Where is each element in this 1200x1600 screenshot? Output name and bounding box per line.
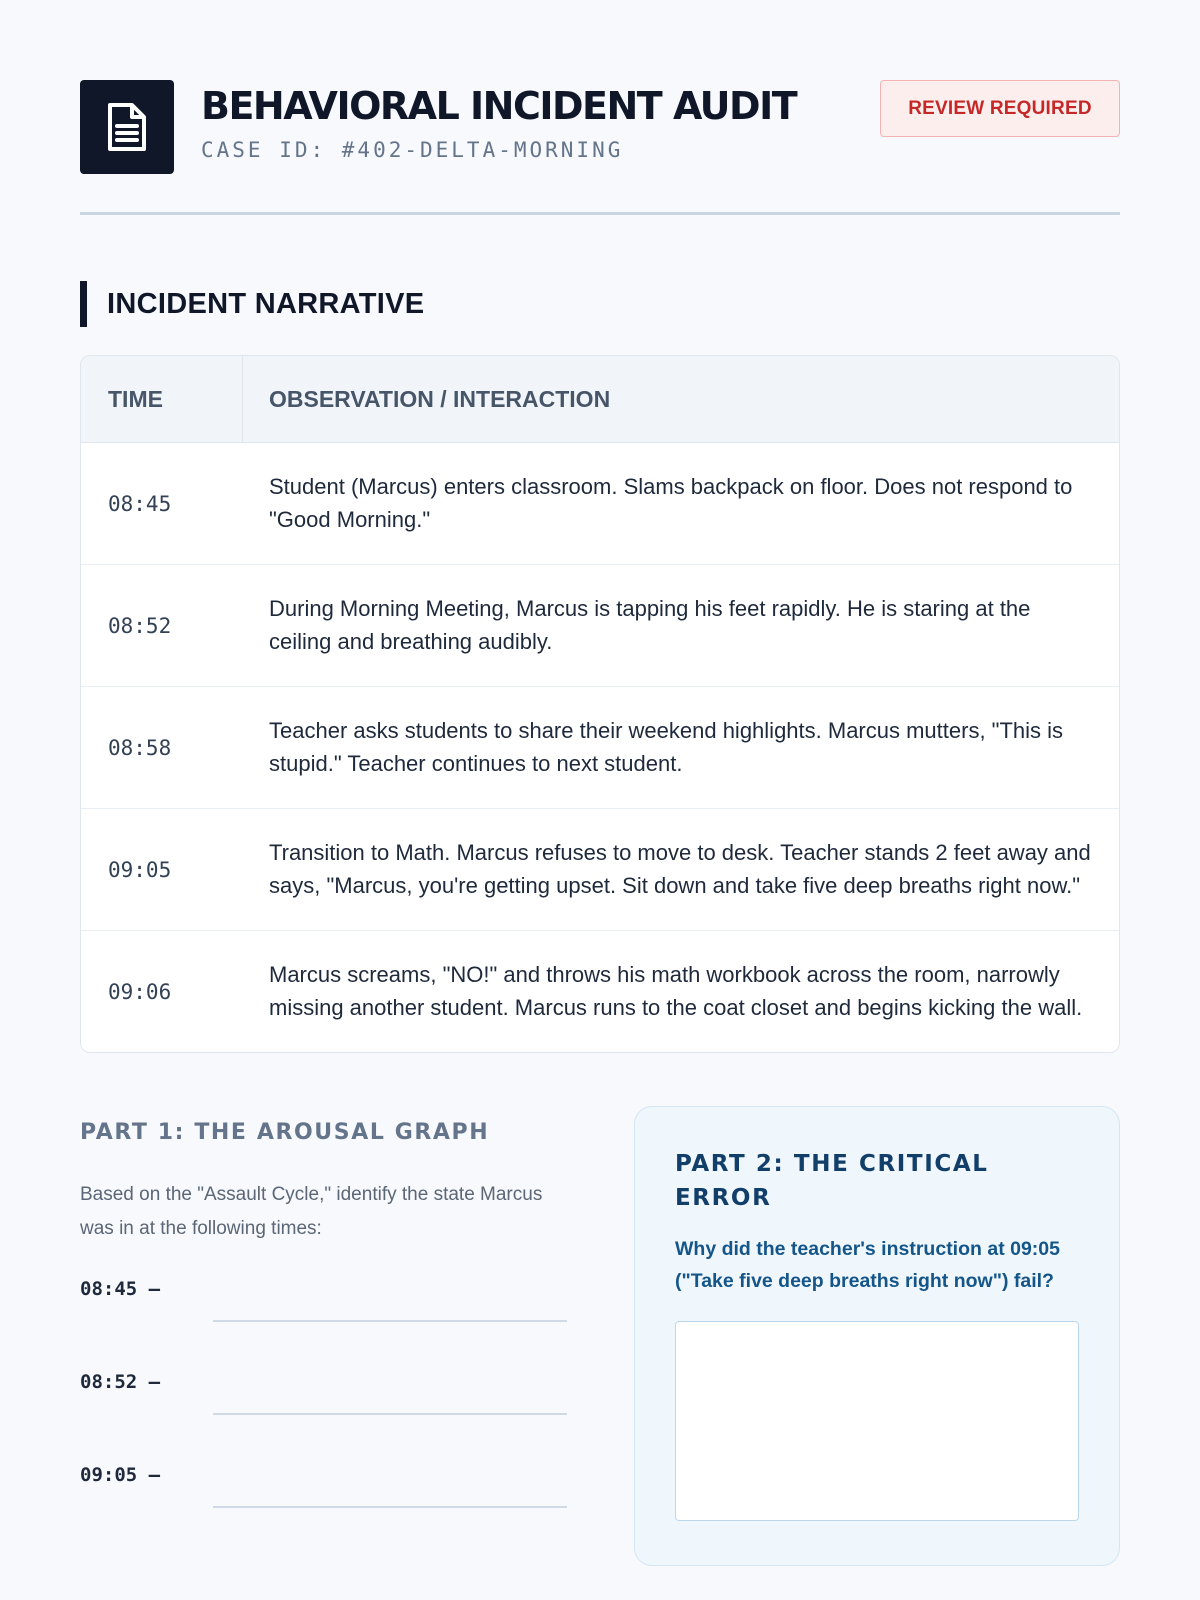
table-row — [81, 930, 1119, 1052]
case-id: CASE ID: #402-DELTA-MORNING — [201, 138, 624, 162]
document-icon — [80, 80, 174, 174]
time-prompt — [80, 1252, 570, 1345]
table-body — [81, 443, 1119, 1052]
state-answer-input-0852[interactable] — [213, 1389, 567, 1415]
incident-log-table — [80, 355, 1120, 1053]
table-row — [81, 443, 1119, 564]
page-title: BEHAVIORAL INCIDENT AUDIT — [201, 84, 797, 128]
table-row — [81, 564, 1119, 686]
time-prompt-label: 08:45 — — [80, 1278, 161, 1300]
row-observation: Student (Marcus) enters classroom. Slams backpack on floor. Does not respond to "Good Morning." — [269, 474, 1073, 532]
page-header — [80, 80, 1120, 215]
part2-title: PART 2: THE CRITICAL ERROR — [675, 1151, 989, 1211]
time-prompt-label: 09:05 — — [80, 1464, 161, 1486]
row-time: 08:52 — [108, 613, 172, 638]
worksheet-section — [80, 1120, 1120, 1580]
time-prompt-list — [80, 1252, 570, 1531]
row-time: 08:45 — [108, 491, 172, 516]
row-time: 08:58 — [108, 735, 172, 760]
time-prompt — [80, 1438, 570, 1531]
part2-critical-error-card — [634, 1106, 1120, 1566]
table-header — [81, 356, 1119, 443]
state-answer-input-0905[interactable] — [213, 1482, 567, 1508]
state-answer-input-0845[interactable] — [213, 1296, 567, 1322]
status-badge: REVIEW REQUIRED — [880, 80, 1120, 137]
part2-question: Why did the teacher's instruction at 09:05 ("Take five deep breaths right now") fail? — [675, 1238, 1060, 1292]
part1-arousal-graph — [80, 1120, 570, 1531]
time-prompt — [80, 1345, 570, 1438]
row-observation: Transition to Math. Marcus refuses to move to desk. Teacher stands 2 feet away and says, "Marcus, you're getting upset. Sit down and take five deep breaths right now." — [269, 840, 1091, 898]
narrative-heading: INCIDENT NARRATIVE — [80, 281, 1120, 327]
row-time: 09:06 — [108, 979, 172, 1004]
row-observation: During Morning Meeting, Marcus is tapping his feet rapidly. He is staring at the ceiling and breathing audibly. — [269, 596, 1031, 654]
observation-column-header: OBSERVATION / INTERACTION — [269, 385, 611, 412]
row-observation: Teacher asks students to share their weekend highlights. Marcus mutters, "This is stupid." Teacher continues to next student. — [269, 718, 1064, 776]
time-column-header: TIME — [81, 356, 243, 442]
document-icon-glyph — [104, 101, 150, 153]
part1-title: PART 1: THE AROUSAL GRAPH — [80, 1120, 490, 1145]
table-row — [81, 808, 1119, 930]
row-time: 09:05 — [108, 857, 172, 882]
critical-error-answer-field[interactable] — [675, 1321, 1079, 1521]
table-row — [81, 686, 1119, 808]
row-observation: Marcus screams, "NO!" and throws his math workbook across the room, narrowly missing another student. Marcus runs to the coat closet and begins kicking the wall. — [269, 962, 1083, 1020]
time-prompt-label: 08:52 — — [80, 1371, 161, 1393]
part1-instructions: Based on the "Assault Cycle," identify the state Marcus was in at the following times: — [80, 1184, 543, 1239]
